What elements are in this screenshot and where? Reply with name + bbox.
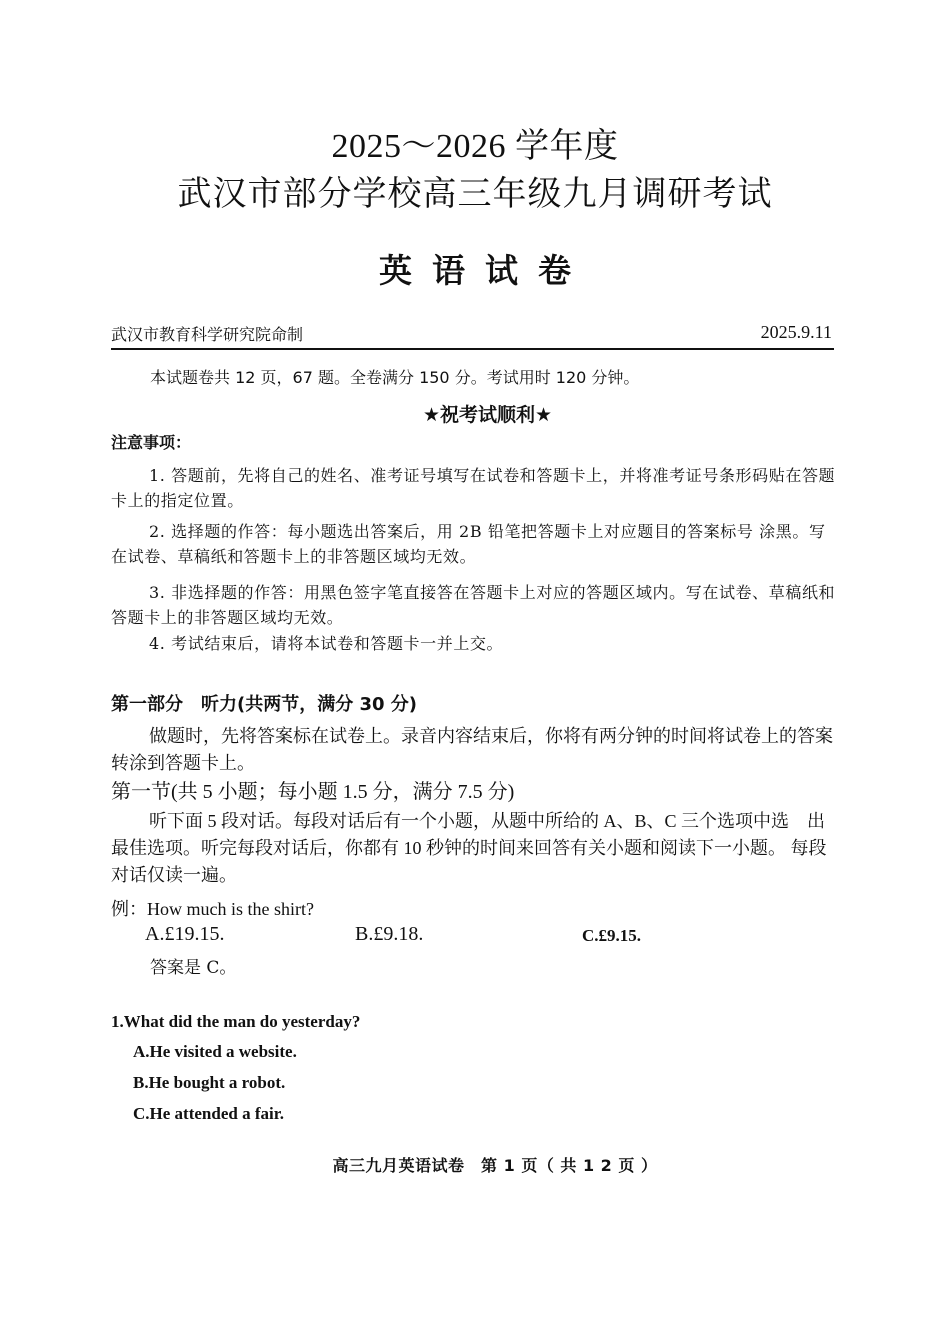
header-divider — [111, 348, 834, 350]
notice-item: 4. 考试结束后，请将本试卷和答题卡一并上交。 — [149, 634, 504, 653]
subject-title: 英语试卷 — [379, 251, 591, 290]
exam-year-title: 2025～2026 学年度 — [331, 128, 619, 165]
section1-instruction: 听下面 5 段对话。每段对话后有一个小题，从题中所给的 A、B、C 三个选项中选 出最佳选项。听完每段对话后，你都有 10 秒钟的时间来回答有关小题和阅读下一小题。 每段对话仅读一遍。 — [111, 811, 827, 885]
question-1-stem: 1.What did the man do yesterday? — [111, 1012, 361, 1031]
part1-heading: 第一部分 听力(共两节，满分 30 分) — [111, 694, 418, 715]
exam-summary: 本试题卷共 12 页，67 题。全卷满分 150 分。考试用时 120 分钟。 — [150, 368, 640, 387]
good-luck-banner: ★祝考试顺利★ — [422, 404, 553, 426]
page-footer: 高三九月英语试卷 第 1 页（ 共 1 2 页 ） — [332, 1156, 658, 1175]
exam-date: 2025.9.11 — [760, 322, 832, 342]
example-question: 例：How much is the shirt? — [111, 899, 314, 919]
section1-heading: 第一节(共 5 小题；每小题 1.5 分，满分 7.5 分) — [111, 781, 515, 803]
notice-item: 1. 答题前，先将自己的姓名、准考证号填写在试卷和答题卡上，并将准考证号条形码贴在答题卡上的指定位置。 — [111, 466, 836, 510]
issuer-label: 武汉市教育科学研究院命制 — [111, 325, 304, 344]
example-option-c: C.£9.15. — [582, 926, 642, 945]
exam-name-title: 武汉市部分学校高三年级九月调研考试 — [177, 176, 773, 213]
example-option-b: B.£9.18. — [355, 923, 424, 945]
notice-heading: 注意事项： — [111, 433, 192, 452]
question-1-option-b: B.He bought a robot. — [133, 1073, 286, 1092]
example-answer: 答案是 C。 — [150, 958, 237, 978]
question-1-option-a: A.He visited a website. — [133, 1042, 297, 1061]
notice-item: 3. 非选择题的作答：用黑色签字笔直接答在答题卡上对应的答题区域内。写在试卷、草稿纸和答题卡上的非答题区域均无效。 — [111, 583, 836, 627]
question-1-option-c: C.He attended a fair. — [133, 1104, 284, 1123]
notice-item: 2. 选择题的作答：每小题选出答案后，用 2B 铅笔把答题卡上对应题目的答案标号 涂黑。写在试卷、草稿纸和答题卡上的非答题区域均无效。 — [111, 522, 826, 566]
part1-instruction: 做题时，先将答案标在试卷上。录音内容结束后，你将有两分钟的时间将试卷上的答案转涂到答题卡上。 — [111, 726, 833, 773]
example-option-a: A.£19.15. — [145, 923, 225, 945]
